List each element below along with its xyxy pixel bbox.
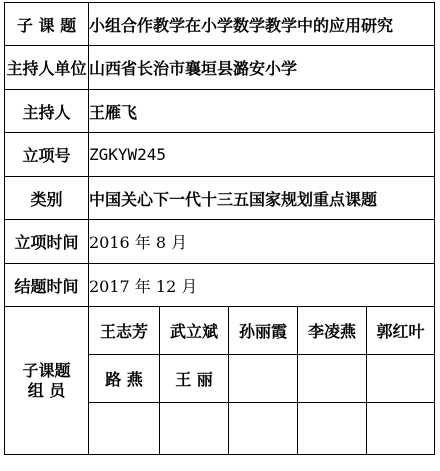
member-name	[367, 355, 435, 403]
member-name	[160, 403, 229, 455]
row-host	[5, 90, 435, 133]
member-name: 王 丽	[160, 355, 229, 403]
member-name	[367, 403, 435, 455]
category-value: 中国关心下一代十三五国家规划重点课题	[89, 177, 435, 220]
row-project-number	[5, 133, 435, 177]
row-subtopic	[5, 3, 435, 46]
members-label-line1: 子课题	[22, 360, 71, 380]
project-info-table	[4, 2, 435, 455]
members-label-line2: 组 员	[27, 380, 66, 400]
approval-date-label: 立项时间	[5, 220, 89, 264]
member-name: 郭红叶	[367, 307, 435, 355]
member-name: 武立斌	[160, 307, 229, 355]
host-unit-label: 主持人单位	[5, 46, 89, 90]
members-label	[5, 307, 89, 455]
member-name	[298, 355, 367, 403]
subtopic-label: 子 课 题	[5, 3, 89, 46]
host-label: 主持人	[5, 90, 89, 133]
row-conclusion-date	[5, 264, 435, 307]
category-label: 类别	[5, 177, 89, 220]
approval-date-value: 2016 年 8 月	[89, 220, 435, 264]
member-name	[298, 403, 367, 455]
project-number-value: ZGKYW245	[89, 133, 435, 177]
host-value: 王雁飞	[89, 90, 435, 133]
member-name: 王志芳	[89, 307, 160, 355]
member-name	[229, 403, 298, 455]
host-unit-value: 山西省长治市襄垣县潞安小学	[89, 46, 435, 90]
conclusion-date-label: 结题时间	[5, 264, 89, 307]
project-number-label: 立项号	[5, 133, 89, 177]
row-approval-date	[5, 220, 435, 264]
row-host-unit	[5, 46, 435, 90]
member-name: 孙丽霞	[229, 307, 298, 355]
member-name	[229, 355, 298, 403]
member-name	[89, 403, 160, 455]
member-name: 路 燕	[89, 355, 160, 403]
member-name: 李凌燕	[298, 307, 367, 355]
members-row-1	[5, 307, 435, 355]
conclusion-date-value: 2017 年 12 月	[89, 264, 435, 307]
row-category	[5, 177, 435, 220]
subtopic-value: 小组合作教学在小学数学教学中的应用研究	[89, 3, 435, 46]
